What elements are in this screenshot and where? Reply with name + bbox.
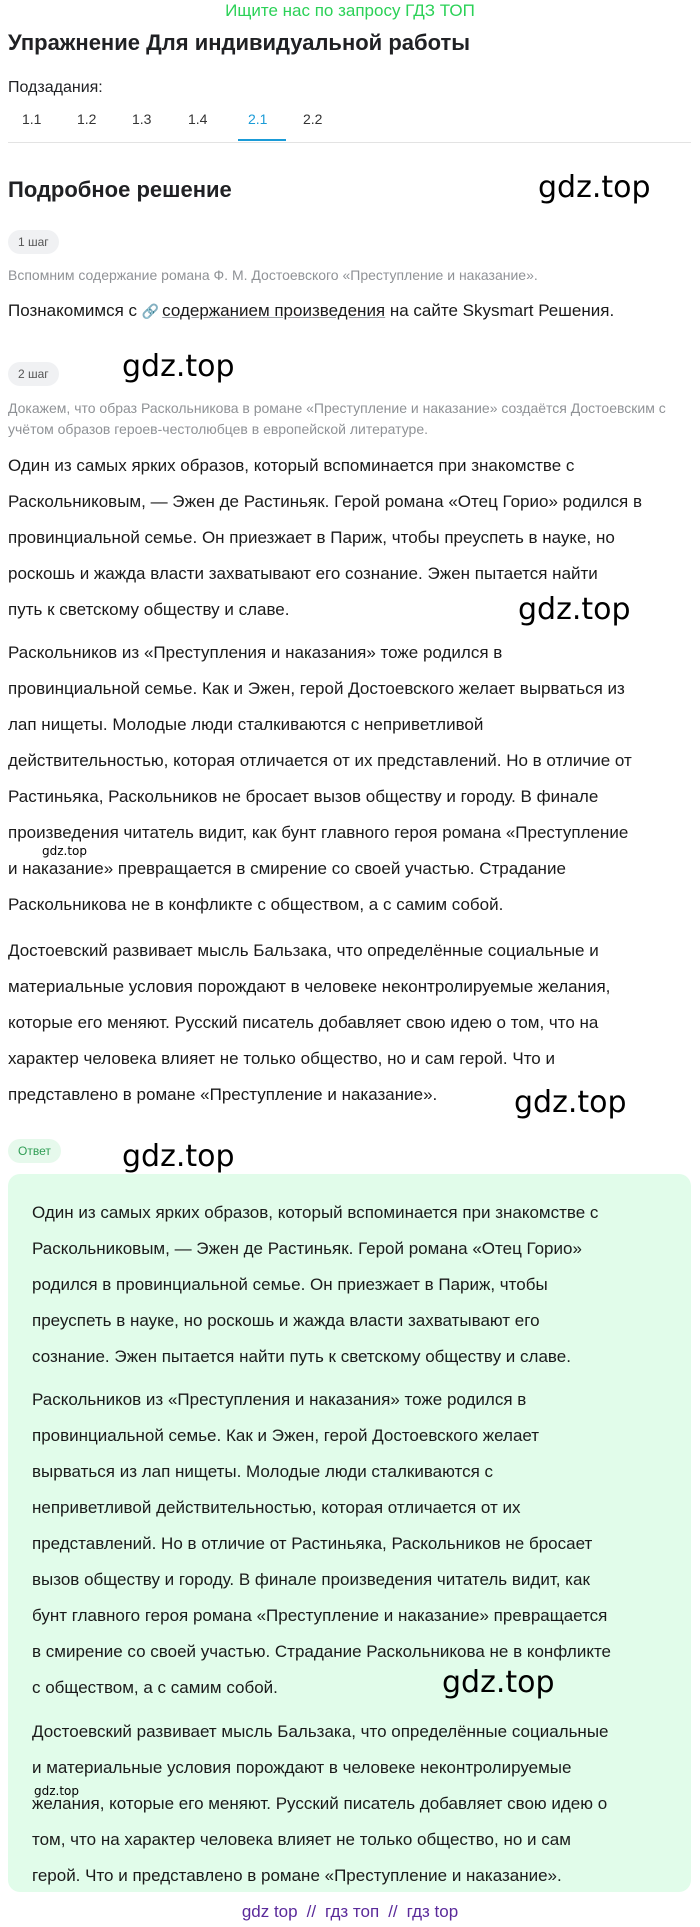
answer-box — [8, 1174, 691, 1892]
footer-link-gdz-top-mixed[interactable]: гдз top — [406, 1902, 459, 1921]
tab-2-1[interactable]: 2.1 — [248, 111, 268, 127]
section-title: Подробное решение — [8, 177, 232, 202]
subtasks-label: Подзадания: — [8, 79, 103, 96]
step-2-paragraph-1: Один из самых ярких образов, который вспоминается при знакомстве с Раскольниковым, — Эжен де Растиньяк. Герой романа «Отец Горио» родился в провинциальной семье. Он приезжает в Париж, чтобы преуспеть в науке, но роскошь и жажда власти захватывают его сознание. Эжен пытается найти путь к светскому обществу и славе. — [8, 456, 642, 619]
watermark: gdz.top — [122, 349, 235, 384]
top-banner: Ищите нас по запросу ГДЗ ТОП — [225, 1, 475, 20]
footer-links — [0, 1902, 700, 1922]
step-1-text-before: Познакомимся с — [8, 301, 142, 320]
subtask-tabs — [8, 107, 691, 143]
tab-2-2[interactable]: 2.2 — [303, 111, 323, 127]
exercise-title: Упражнение Для индивидуальной работы — [8, 30, 471, 55]
footer-link-gdz-top[interactable]: gdz top — [241, 1902, 298, 1921]
watermark: gdz.top — [122, 1139, 235, 1174]
step-2-hint: Докажем, что образ Раскольникова в романе «Преступление и наказание» создаётся Достоевским с учётом образов героев-честолюбцев в европейской литературе. — [8, 400, 666, 437]
watermark: gdz.top — [538, 170, 651, 205]
step-1-chip: 1 шаг — [8, 230, 59, 254]
watermark: gdz.top — [34, 1784, 80, 1798]
tab-1-4[interactable]: 1.4 — [188, 111, 208, 127]
active-tab-indicator — [238, 139, 286, 141]
step-2-chip: 2 шаг — [8, 362, 59, 386]
answer-paragraph-2: Раскольников из «Преступления и наказания» тоже родился в провинциальной семье. Как и Эжен, герой Достоевского желает вырваться из лап нищеты. Молодые люди сталкиваются с неприветливой действительностью, которая отличается от их представлений. Но в отличие от Растиньяка, Раскольников не бросает вызов обществу и городу. В финале произведения читатель видит, как бунт главного героя романа «Преступление и наказание» превращается в смирение со своей участью. Страдание Раскольникова не в конфликте с обществом, а с самим собой. — [32, 1390, 612, 1697]
answer-paragraph-1: Один из самых ярких образов, который вспоминается при знакомстве с Раскольниковым, — Эжен де Растиньяк. Герой романа «Отец Горио» родился в провинциальной семье. Он приезжает в Париж, чтобы преуспеть в науке, но роскошь и жажда власти захватывают его сознание. Эжен пытается найти путь к светскому обществу и славе. — [32, 1203, 599, 1366]
watermark: gdz.top — [42, 844, 88, 858]
step-1-text-after: на сайте Skysmart Решения. — [385, 301, 615, 320]
answer-chip: Ответ — [8, 1139, 61, 1163]
watermark: gdz.top — [518, 592, 631, 627]
tab-1-3[interactable]: 1.3 — [132, 111, 152, 127]
step-1-text — [8, 299, 614, 323]
footer-separator: // — [388, 1902, 398, 1921]
tab-1-2[interactable]: 1.2 — [77, 111, 97, 127]
footer-link-gdz-top-ru[interactable]: гдз топ — [325, 1902, 380, 1921]
tab-1-1[interactable]: 1.1 — [22, 111, 42, 127]
answer-paragraph-3: Достоевский развивает мысль Бальзака, что определённые социальные и материальные условия порождают в человеке неконтролируемые желания, которые его меняют. Русский писатель добавляет свою идею о том, что на характер человека влияет не только общество, но и сам герой. Что и представлено в романе «Преступление и наказание». — [32, 1722, 609, 1885]
content-link[interactable]: содержанием произведения — [162, 301, 386, 320]
step-2-paragraph-3: Достоевский развивает мысль Бальзака, что определённые социальные и материальные условия порождают в человеке неконтролируемые желания, которые его меняют. Русский писатель добавляет свою идею о том, что на характер человека влияет не только общество, но и сам герой. Что и представлено в романе «Преступление и наказание». — [8, 941, 611, 1104]
link-icon: 🔗 — [141, 303, 160, 319]
footer-separator: // — [306, 1902, 317, 1921]
watermark: gdz.top — [442, 1665, 555, 1700]
watermark: gdz.top — [514, 1085, 627, 1120]
step-2-paragraph-2: Раскольников из «Преступления и наказания» тоже родился в провинциальной семье. Как и Эжен, герой Достоевского желает вырваться из лап нищеты. Молодые люди сталкиваются с неприветливой действительностью, которая отличается от их представлений. Но в отличие от Растиньяка, Раскольников не бросает вызов обществу и городу. В финале произведения читатель видит, как бунт главного героя романа «Преступление и наказание» превращается в смирение со своей участью. Страдание Раскольникова не в конфликте с обществом, а с самим собой. — [8, 643, 632, 914]
step-1-hint: Вспомним содержание романа Ф. М. Достоевского «Преступление и наказание». — [8, 267, 538, 283]
